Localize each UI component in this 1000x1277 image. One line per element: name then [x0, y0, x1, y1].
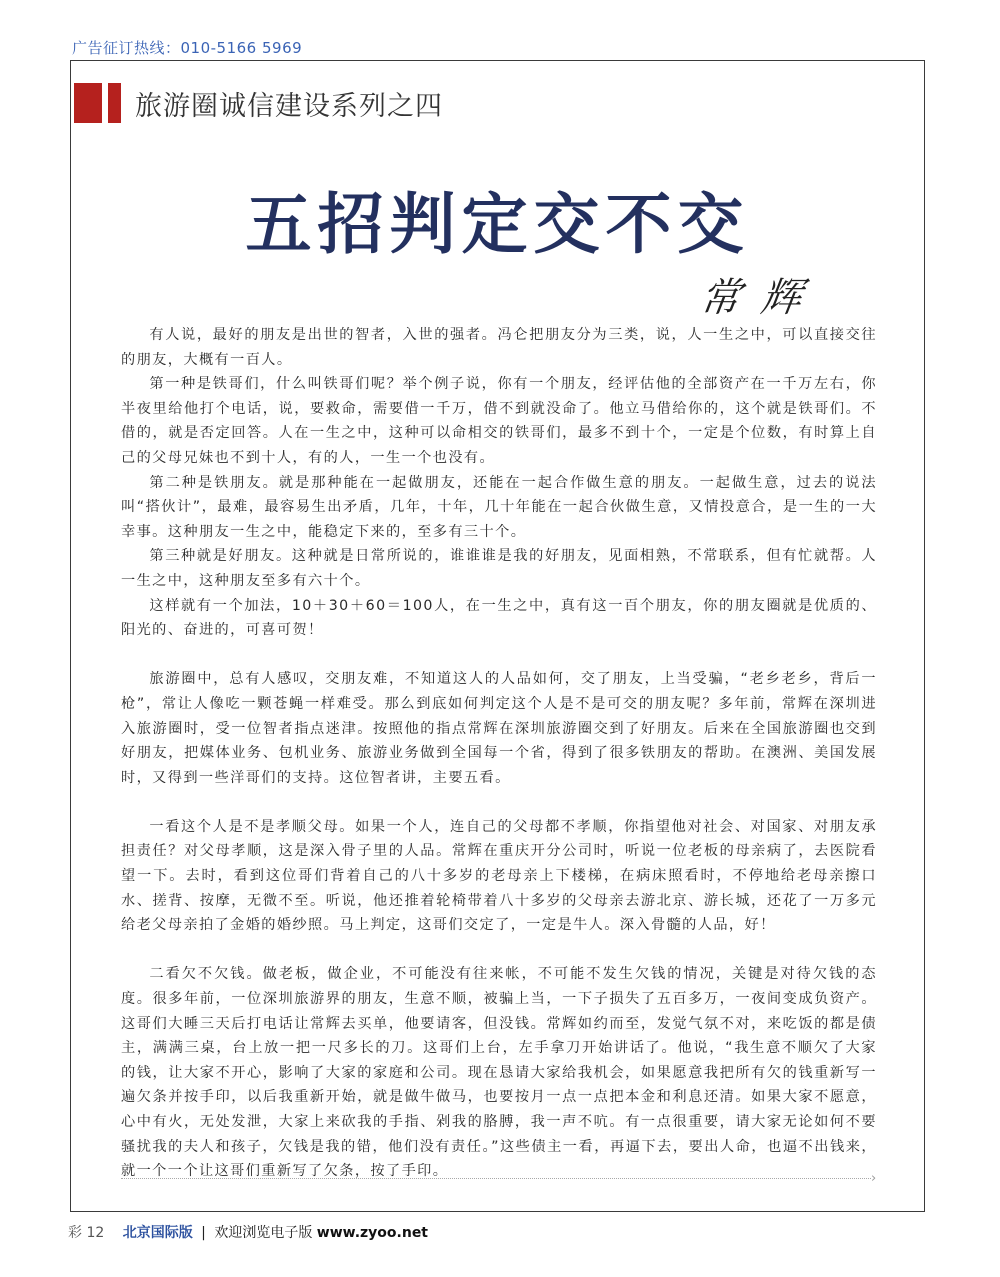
paragraph-tie-peng-you: 第二种是铁朋友。就是那种能在一起做朋友，还能在一起合作做生意的朋友。一起做生意，过去的说法叫“搭伙计”，最难，最容易生出矛盾，几年，十年，几十年能在一起合伙做生意，又情投意合，是一生的一大幸事。这种朋友一生之中，能稳定下来的，至多有三十个。	[121, 474, 877, 540]
continue-arrow-icon: ›	[871, 1171, 877, 1186]
page-footer	[68, 1222, 428, 1242]
series-title: 旅游圈诚信建设系列之四	[135, 90, 443, 122]
paragraph-second-look: 二看欠不欠钱。做老板，做企业，不可能没有往来帐，不可能不发生欠钱的情况，关键是对待欠钱的态度。很多年前，一位深圳旅游界的朋友，生意不顺，被骗上当，一下子损失了五百多万，一夜间变成负资产。这哥们大睡三天后打电话让常辉去买单，他要请客，但没钱。常辉如约而至，发觉气氛不对，来吃饭的都是债主，满满三桌，台上放一把一尺多长的刀。这哥们上台，左手拿刀开始讲话了。他说，“我生意不顺欠了大家的钱，让大家不开心，影响了大家的家庭和公司。现在恳请大家给我机会，如果愿意我把所有欠的钱重新写一遍欠条并按手印，以后我重新开始，就是做牛做马，也要按月一点一点把本金和利息还清。如果大家不愿意，心中有火，无处发泄，大家上来砍我的手指、剁我的胳膊，我一声不吭。有一点很重要，请大家无论如何不要骚扰我的夫人和孩子，欠钱是我的错，他们没有责任。”这些债主一看，再逼下去，要出人命，也逼不出钱来，就一个一个让这哥们重新写了欠条，按了手印。	[121, 966, 877, 1180]
paragraph-tie-ge-men: 第一种是铁哥们，什么叫铁哥们呢？举个例子说，你有一个朋友，经评估他的全部资产在一千万左右，你半夜里给他打个电话，说，要救命，需要借一千万，借不到就没命了。他立马借给你的，这个就是铁哥们。不借的，就是否定回答。人在一生之中，这种可以命相交的铁哥们，最多不到十个，一定是个位数，有时算上自己的父母兄妹也不到十人，有的人，一生一个也没有。	[121, 376, 877, 466]
ad-hotline: 广告征订热线：010-5166 5969	[72, 39, 303, 57]
edition-label: 北京国际版	[122, 1225, 193, 1241]
page-number: 彩 12	[68, 1225, 105, 1241]
website-link[interactable]: www.zyoo.net	[316, 1225, 429, 1241]
article-body	[121, 323, 877, 1184]
paragraph-first-look: 一看这个人是不是孝顺父母。如果一个人，连自己的父母都不孝顺，你指望他对社会、对国家、对朋友承担责任？对父母孝顺，这是深入骨子里的人品。常辉在重庆开分公司时，听说一位老板的母亲病了，去医院看望一下。去时，看到这位哥们背着自己的八十多岁的老母亲上下楼梯，在病床照看时，不停地给老母亲擦口水、搓背、按摩，无微不至。听说，他还推着轮椅带着八十多岁的父母亲去游北京、游长城，还花了一万多元给老父母亲拍了金婚的婚纱照。马上判定，这哥们交定了，一定是牛人。深入骨髓的人品，好！	[121, 818, 877, 934]
series-marker-bar-thin	[108, 83, 121, 123]
paragraph-travel-circle: 旅游圈中，总有人感叹，交朋友难，不知道这人的人品如何，交了朋友，上当受骗，“老乡老乡，背后一枪”，常让人像吃一颗苍蝇一样难受。那么到底如何判定这个人是不是可交的朋友呢？多年前，常辉在深圳进入旅游圈时，受一位智者指点迷津。按照他的指点常辉在深圳旅游圈交到了好朋友。后来在全国旅游圈也交到好朋友，把媒体业务、包机业务、旅游业务做到全国每一个省，得到了很多铁朋友的帮助。在澳洲、美国发展时，又得到一些洋哥们的支持。这位智者讲，主要五看。	[121, 671, 877, 786]
dotted-divider	[121, 1178, 871, 1179]
paragraph-intro: 有人说，最好的朋友是出世的智者，入世的强者。冯仑把朋友分为三类，说，人一生之中，可以直接交往的朋友，大概有一百人。	[121, 327, 877, 368]
paragraph-hao-peng-you: 第三种就是好朋友。这种就是日常所说的，谁谁谁是我的好朋友，见面相熟，不常联系，但有忙就帮。人一生之中，这种朋友至多有六十个。	[121, 548, 877, 589]
author-signature: 常 辉	[697, 275, 809, 321]
series-header	[71, 83, 443, 123]
series-marker-bar	[74, 83, 102, 123]
article-frame	[70, 60, 925, 1212]
article-title: 五招判定交不交	[245, 186, 750, 263]
paragraph-sum: 这样就有一个加法，10＋30＋60＝100人，在一生之中，真有这一百个朋友，你的朋友圈就是优质的、阳光的、奋进的，可喜可贺！	[121, 597, 877, 639]
footer-separator: |	[201, 1225, 206, 1241]
welcome-text: 欢迎浏览电子版	[214, 1225, 313, 1241]
